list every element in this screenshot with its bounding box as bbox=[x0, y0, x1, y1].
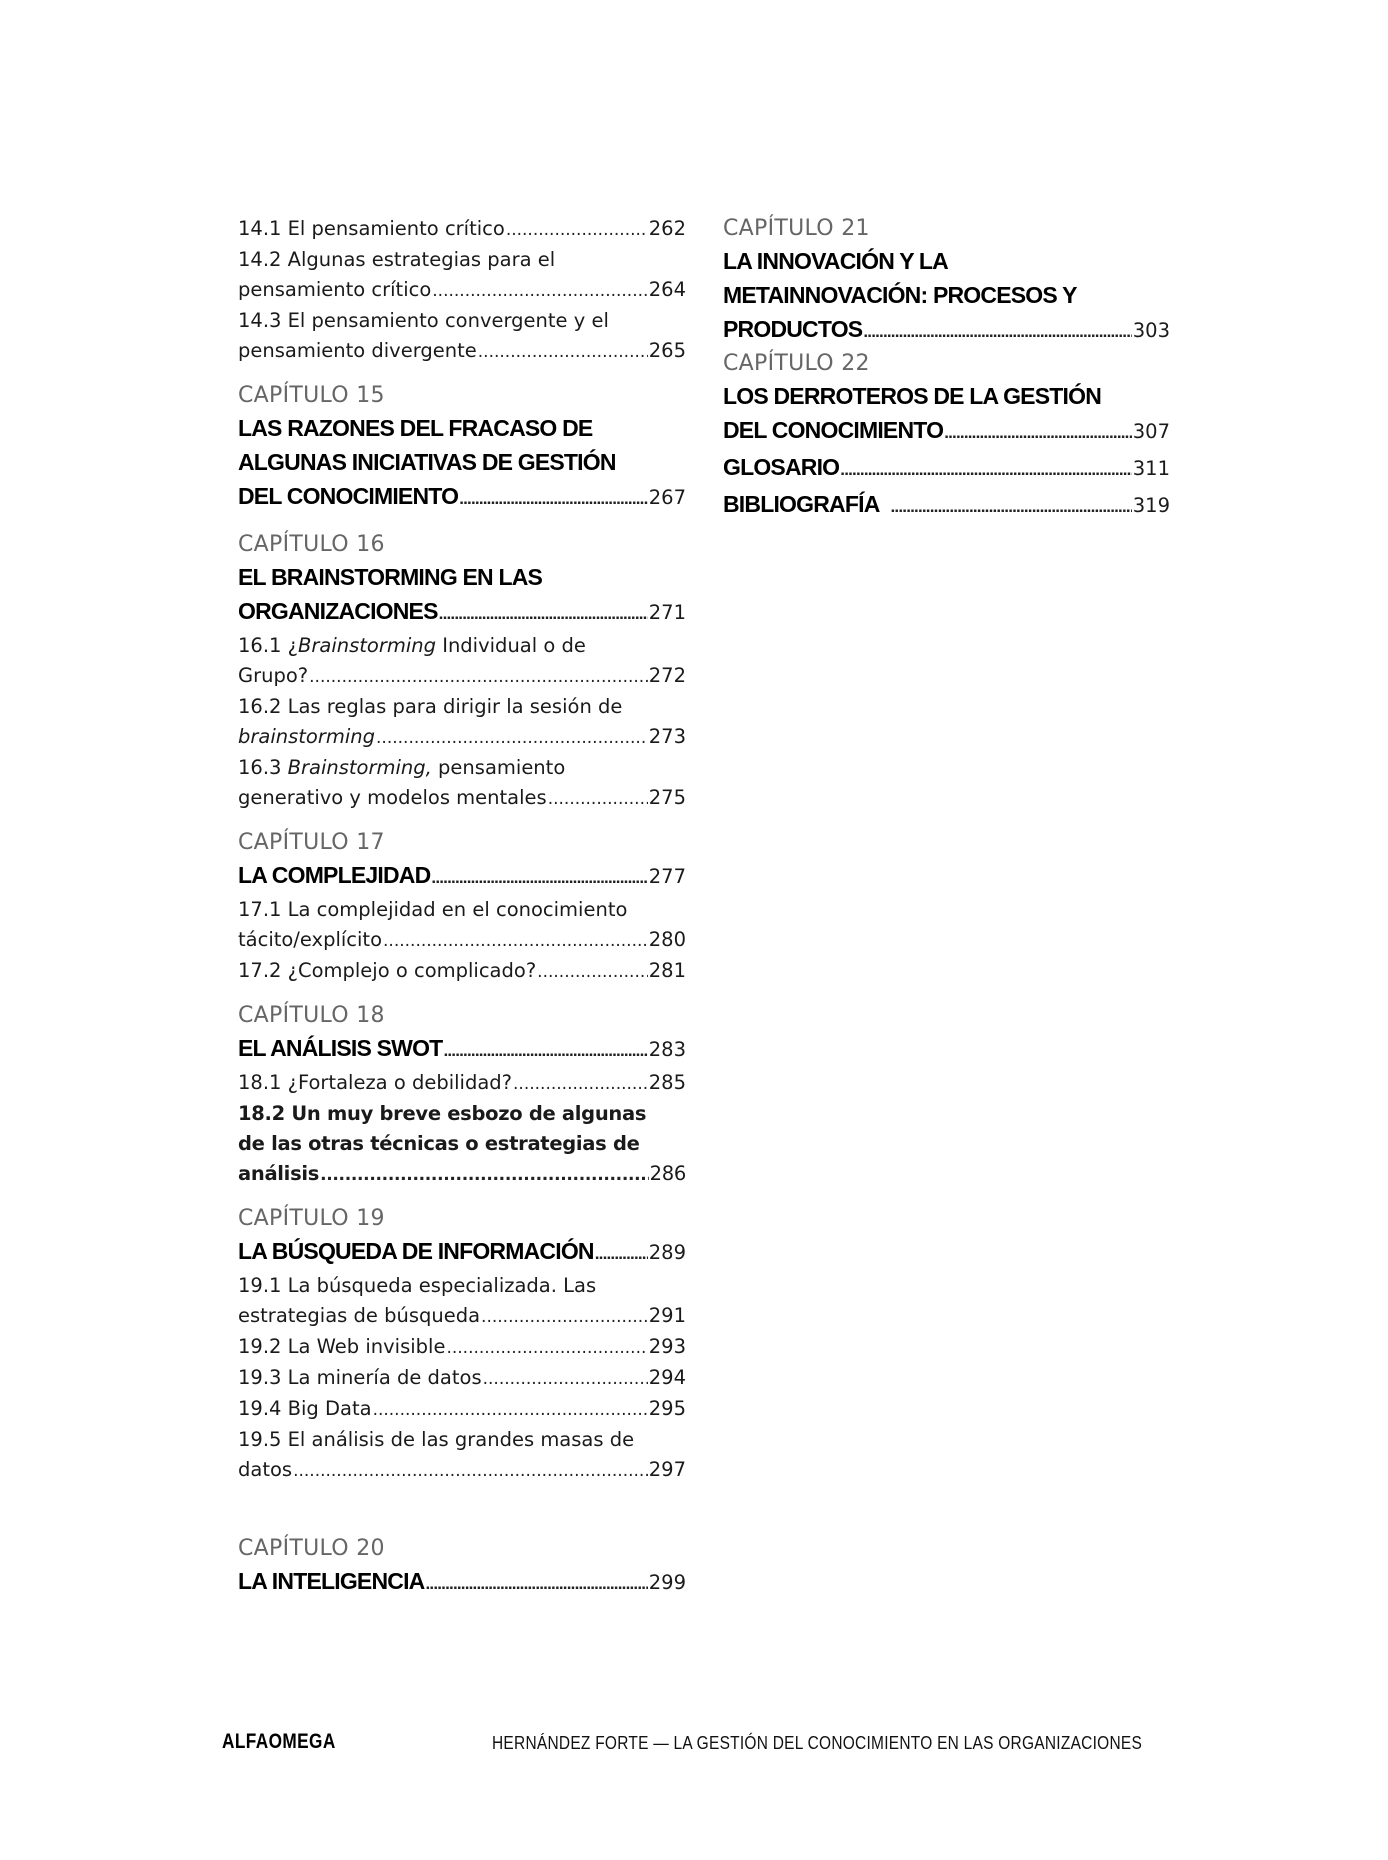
chapter-title: DEL CONOCIMIENTO bbox=[238, 483, 459, 509]
dot-leader bbox=[944, 416, 1132, 450]
chapter-label: CAPÍTULO 16 bbox=[238, 532, 385, 557]
page-number: 281 bbox=[648, 959, 686, 982]
chapter-label: CAPÍTULO 19 bbox=[238, 1206, 385, 1231]
chapter-label: CAPÍTULO 20 bbox=[238, 1536, 385, 1561]
page-number: 286 bbox=[649, 1162, 686, 1185]
dot-leader bbox=[309, 662, 648, 692]
dot-leader bbox=[481, 1302, 648, 1332]
page-number: 303 bbox=[1132, 319, 1170, 342]
dot-leader bbox=[595, 1237, 648, 1271]
toc-entry-19-4[interactable]: 19.4 Big Data ..... 295 bbox=[238, 1394, 686, 1425]
toc-entry-19-2[interactable]: 19.2 La Web invisible ..... 293 bbox=[238, 1332, 686, 1363]
chapter-title: PRODUCTOS bbox=[723, 316, 863, 342]
toc-entry-16-1[interactable]: 16.1 ¿Brainstorming Individual o de Grupo? ..... 272 bbox=[238, 631, 686, 692]
chapter-title: LOS DERROTEROS DE LA GESTIÓN bbox=[723, 383, 1102, 409]
toc-entry-14-2[interactable]: 14.2 Algunas estrategias para el pensamiento crítico ..... 264 bbox=[238, 245, 686, 306]
publisher-name: ALFAOMEGA bbox=[222, 1730, 336, 1753]
page-number: 294 bbox=[648, 1366, 686, 1389]
toc-entry-19-5[interactable]: 19.5 El análisis de las grandes masas de datos ..... 297 bbox=[238, 1425, 686, 1486]
dot-leader bbox=[506, 215, 648, 245]
page-number: 299 bbox=[648, 1571, 686, 1594]
toc-entry-17-2[interactable]: 17.2 ¿Complejo o complicado? ..... 281 bbox=[238, 956, 686, 987]
chapter-21[interactable] bbox=[723, 214, 1170, 349]
page-number: 297 bbox=[648, 1458, 686, 1481]
page-number: 307 bbox=[1132, 420, 1170, 443]
page-number: 265 bbox=[648, 339, 686, 362]
dot-leader bbox=[459, 482, 648, 516]
chapter-18[interactable] bbox=[238, 1001, 686, 1068]
chapter-title: LA INNOVACIÓN Y LA bbox=[723, 248, 948, 274]
toc-entry-19-1[interactable]: 19.1 La búsqueda especializada. Las estrategias de búsqueda ..... 291 bbox=[238, 1271, 686, 1332]
toc-entry-18-2[interactable]: 18.2 Un muy breve esbozo de algunas de las otras técnicas o estrategias de análisis ..... 286 bbox=[238, 1099, 686, 1190]
dot-leader bbox=[840, 453, 1131, 487]
dot-leader bbox=[513, 1069, 648, 1099]
page-number: 277 bbox=[648, 865, 686, 888]
toc-right-column bbox=[723, 214, 1170, 524]
page-number: 291 bbox=[648, 1304, 686, 1327]
chapter-16[interactable] bbox=[238, 530, 686, 631]
page-number: 289 bbox=[648, 1241, 686, 1264]
chapter-20[interactable] bbox=[238, 1534, 686, 1601]
chapter-title: LAS RAZONES DEL FRACASO DE bbox=[238, 415, 593, 441]
dot-leader bbox=[891, 490, 1132, 524]
page-number: 295 bbox=[648, 1397, 686, 1420]
page-number: 283 bbox=[648, 1038, 686, 1061]
dot-leader bbox=[320, 1160, 649, 1190]
chapter-title: METAINNOVACIÓN: PROCESOS Y bbox=[723, 282, 1077, 308]
bibliografia-entry[interactable]: BIBLIOGRAFÍA ..... 319 bbox=[723, 487, 1170, 524]
chapter-19[interactable] bbox=[238, 1204, 686, 1271]
dot-leader bbox=[439, 597, 648, 631]
running-title: HERNÁNDEZ FORTE — LA GESTIÓN DEL CONOCIMIENTO EN LAS ORGANIZACIONES bbox=[492, 1733, 1143, 1753]
chapter-title: DEL CONOCIMIENTO bbox=[723, 417, 944, 443]
page-number: 285 bbox=[648, 1071, 686, 1094]
dot-leader bbox=[383, 926, 648, 956]
chapter-label: CAPÍTULO 21 bbox=[723, 216, 870, 241]
page-number: 273 bbox=[648, 725, 686, 748]
toc-entry-19-3[interactable]: 19.3 La minería de datos ..... 294 bbox=[238, 1363, 686, 1394]
chapter-17[interactable] bbox=[238, 828, 686, 895]
toc-entry-16-3[interactable]: 16.3 Brainstorming, pensamiento generativo y modelos mentales ..... 275 bbox=[238, 753, 686, 814]
toc-entry-17-1[interactable]: 17.1 La complejidad en el conocimiento tácito/explícito ..... 280 bbox=[238, 895, 686, 956]
chapter-title: EL BRAINSTORMING EN LAS bbox=[238, 564, 543, 590]
chapter-label: CAPÍTULO 18 bbox=[238, 1003, 385, 1028]
chapter-label: CAPÍTULO 22 bbox=[723, 351, 870, 376]
chapter-title: ALGUNAS INICIATIVAS DE GESTIÓN bbox=[238, 449, 616, 475]
toc-entry-18-1[interactable]: 18.1 ¿Fortaleza o debilidad? ..... 285 bbox=[238, 1068, 686, 1099]
toc-entry-14-3[interactable]: 14.3 El pensamiento convergente y el pensamiento divergente ..... 265 bbox=[238, 306, 686, 367]
page-number: 262 bbox=[648, 217, 686, 240]
chapter-title: LA INTELIGENCIA bbox=[238, 1568, 425, 1594]
dot-leader bbox=[432, 276, 648, 306]
chapter-15[interactable] bbox=[238, 381, 686, 516]
chapter-22[interactable] bbox=[723, 349, 1170, 450]
glosario-entry[interactable]: GLOSARIO ..... 311 bbox=[723, 450, 1170, 487]
chapter-title: EL ANÁLISIS SWOT bbox=[238, 1035, 443, 1061]
chapter-label: CAPÍTULO 17 bbox=[238, 830, 385, 855]
dot-leader bbox=[537, 957, 648, 987]
dot-leader bbox=[293, 1456, 648, 1486]
page-number: 272 bbox=[648, 664, 686, 687]
chapter-title: LA BÚSQUEDA DE INFORMACIÓN bbox=[238, 1238, 594, 1264]
toc-entry-14-1[interactable]: 14.1 El pensamiento crítico ..... 262 bbox=[238, 214, 686, 245]
page-number: 264 bbox=[648, 278, 686, 301]
dot-leader bbox=[443, 1034, 647, 1068]
dot-leader bbox=[373, 1395, 648, 1425]
page-number: 267 bbox=[648, 486, 686, 509]
dot-leader bbox=[483, 1364, 648, 1394]
dot-leader bbox=[376, 723, 648, 753]
page-number: 271 bbox=[648, 601, 686, 624]
chapter-title: ORGANIZACIONES bbox=[238, 598, 438, 624]
dot-leader bbox=[425, 1567, 647, 1601]
page-number: 293 bbox=[648, 1335, 686, 1358]
page-number: 311 bbox=[1132, 457, 1170, 480]
page-number: 319 bbox=[1132, 494, 1170, 517]
dot-leader bbox=[431, 861, 647, 895]
dot-leader bbox=[863, 315, 1131, 349]
chapter-label: CAPÍTULO 15 bbox=[238, 383, 385, 408]
toc-entry-16-2[interactable]: 16.2 Las reglas para dirigir la sesión de brainstorming ..... 273 bbox=[238, 692, 686, 753]
dot-leader bbox=[478, 337, 648, 367]
page-number: 280 bbox=[648, 928, 686, 951]
page-number: 275 bbox=[648, 786, 686, 809]
dot-leader bbox=[548, 784, 648, 814]
chapter-title: LA COMPLEJIDAD bbox=[238, 862, 431, 888]
toc-left-column bbox=[238, 214, 686, 1601]
dot-leader bbox=[446, 1333, 647, 1363]
